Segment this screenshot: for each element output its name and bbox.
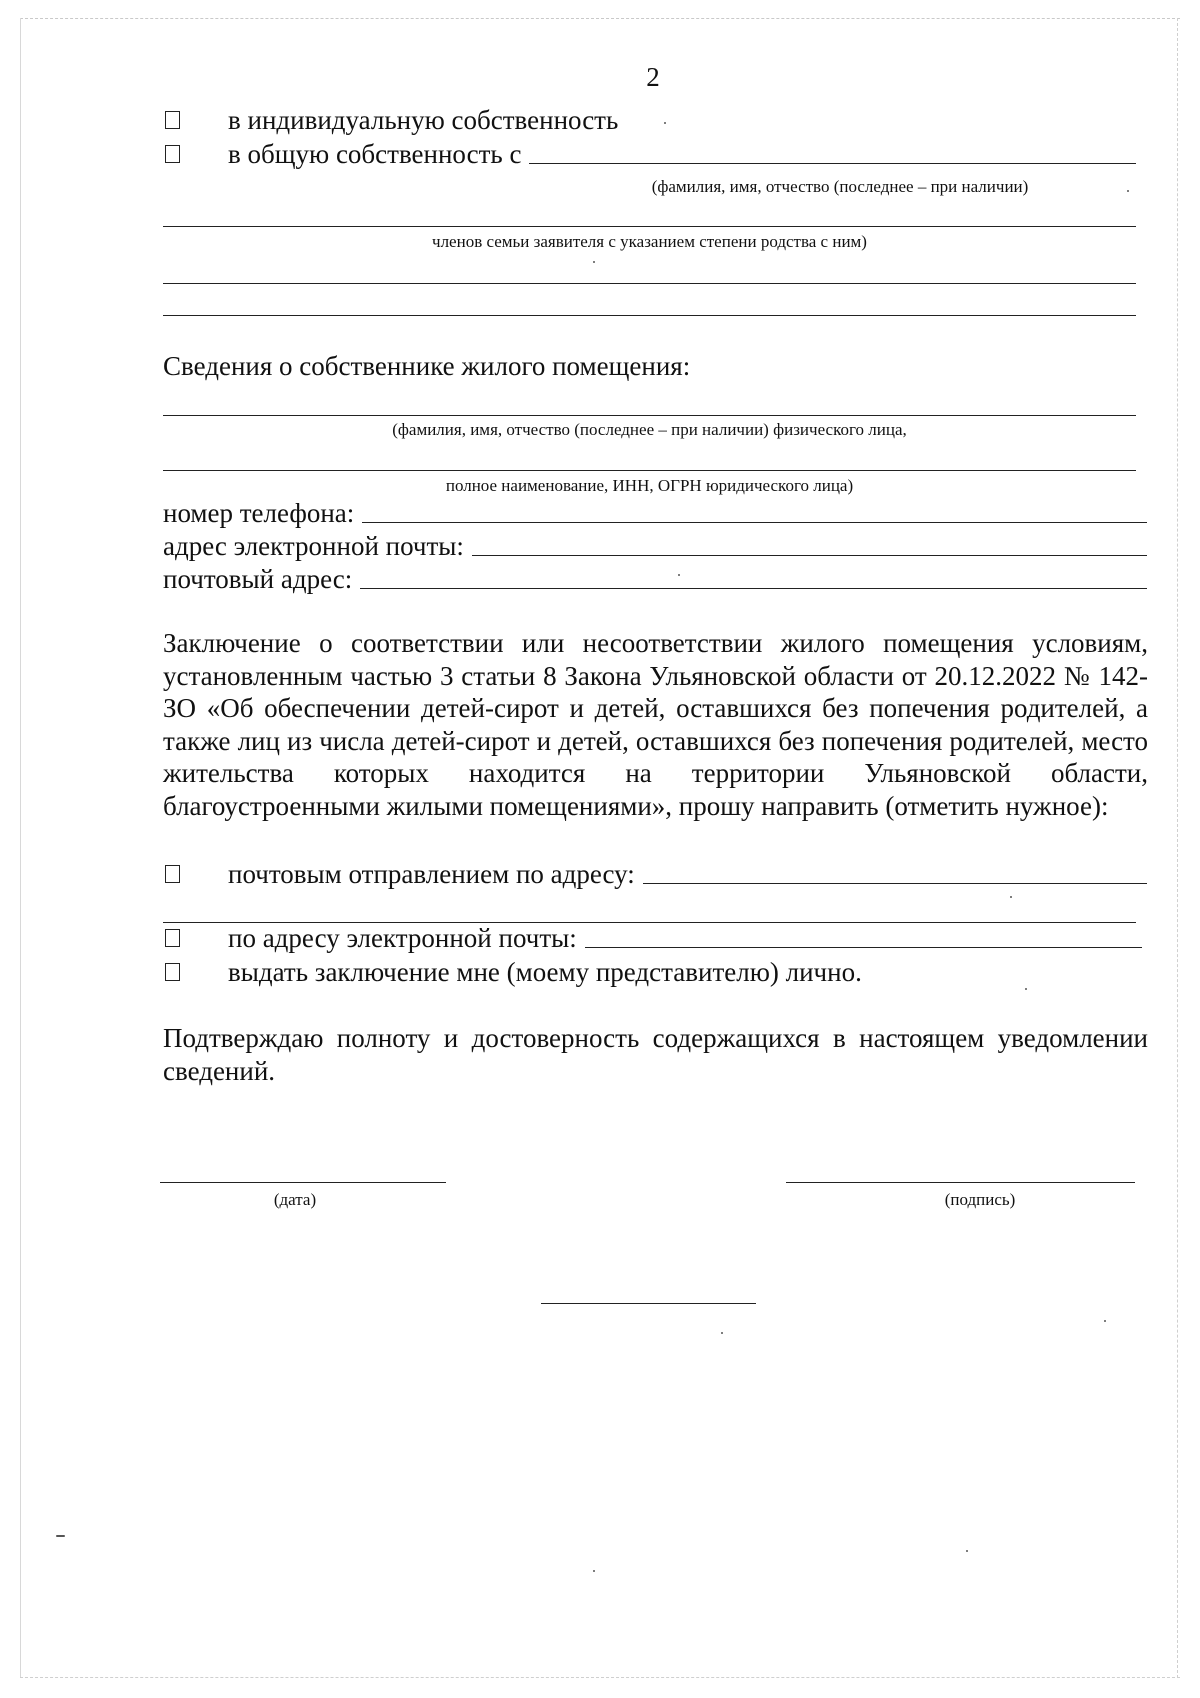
postal-field[interactable]: [360, 587, 1147, 589]
scan-speck: [664, 122, 666, 124]
ownership-individual-checkbox[interactable]: [165, 111, 180, 129]
delivery-personal-label: выдать заключение мне (моему представителю) лично.: [228, 957, 862, 987]
family-field-line-3[interactable]: [163, 315, 1136, 316]
ownership-shared-row: [165, 138, 1136, 170]
phone-row: [163, 497, 1147, 529]
scan-edge-top: [20, 18, 1180, 19]
owner-name-field[interactable]: [163, 415, 1136, 416]
postal-row: [163, 563, 1147, 595]
caption-fio: (фамилия, имя, отчество (последнее – при наличии): [651, 177, 1029, 196]
delivery-post-row: [165, 858, 1147, 890]
delivery-email-checkbox[interactable]: [165, 929, 180, 947]
date-field[interactable]: [160, 1182, 446, 1183]
caption-signature: (подпись): [944, 1190, 1016, 1209]
conclusion-paragraph: Заключение о соответствии или несоответствии жилого помещения условиям, установленным частью 3 статьи 8 Закона Ульяновской области от 20.12.2022 № 142-ЗО «Об обеспечении детей-сирот и детей, оставшихся без попечения родителей, а также лиц из числа детей-сирот и детей, оставшихся без попечения родителей, место жительства которых находится на территории Ульяновской области, благоустроенными жилыми помещениями», прошу направить (отметить нужное):: [163, 628, 1148, 821]
ownership-individual-label: в индивидуальную собственность: [228, 105, 619, 135]
delivery-personal-checkbox[interactable]: [165, 963, 180, 981]
scan-edge-right: [1177, 18, 1178, 1678]
family-field-line-2[interactable]: [163, 283, 1136, 284]
ownership-shared-field[interactable]: [529, 162, 1136, 164]
caption-person: (фамилия, имя, отчество (последнее – при наличии) физического лица,: [392, 420, 907, 439]
scan-speck: [593, 1570, 595, 1572]
email-label: адрес электронной почты:: [163, 531, 464, 561]
scan-speck: [1025, 988, 1027, 990]
end-rule: [541, 1303, 756, 1304]
page-number: 2: [646, 62, 660, 92]
delivery-email-row: [165, 922, 1142, 954]
caption-date: (дата): [273, 1190, 317, 1209]
ownership-shared-checkbox[interactable]: [165, 145, 180, 163]
caption-company: полное наименование, ИНН, ОГРН юридического лица): [445, 476, 854, 495]
scan-speck: [1104, 1320, 1106, 1322]
scan-speck: [966, 1550, 968, 1552]
family-field[interactable]: [163, 226, 1136, 227]
email-field[interactable]: [472, 554, 1147, 556]
scan-speck: [678, 574, 680, 576]
delivery-email-label: по адресу электронной почты:: [228, 923, 577, 953]
email-row: [163, 530, 1147, 562]
phone-label: номер телефона:: [163, 498, 355, 528]
signature-field[interactable]: [786, 1182, 1135, 1183]
delivery-personal-row: [165, 956, 862, 988]
postal-label: почтовый адрес:: [163, 564, 353, 594]
ownership-individual-row: [165, 104, 618, 136]
scan-speck: [593, 261, 595, 263]
ownership-shared-label: в общую собственность с: [228, 139, 522, 169]
scan-speck: [56, 1535, 65, 1537]
delivery-post-field[interactable]: [643, 882, 1147, 884]
owner-company-field[interactable]: [163, 470, 1136, 471]
scan-speck: [1127, 190, 1129, 192]
confirmation-paragraph: Подтверждаю полноту и достоверность содержащихся в настоящем уведомлении сведений.: [163, 1023, 1148, 1086]
delivery-post-checkbox[interactable]: [165, 865, 180, 883]
caption-family: членов семьи заявителя с указанием степени родства с ним): [432, 232, 867, 251]
scan-speck: [1010, 896, 1012, 898]
delivery-email-field[interactable]: [585, 946, 1142, 948]
owner-heading: Сведения о собственнике жилого помещения:: [163, 351, 691, 381]
phone-field[interactable]: [362, 521, 1147, 523]
scan-edge-left: [20, 18, 21, 1678]
scan-speck: [721, 1332, 723, 1334]
delivery-post-label: почтовым отправлением по адресу:: [228, 859, 635, 889]
scan-edge-bottom: [20, 1677, 1180, 1678]
